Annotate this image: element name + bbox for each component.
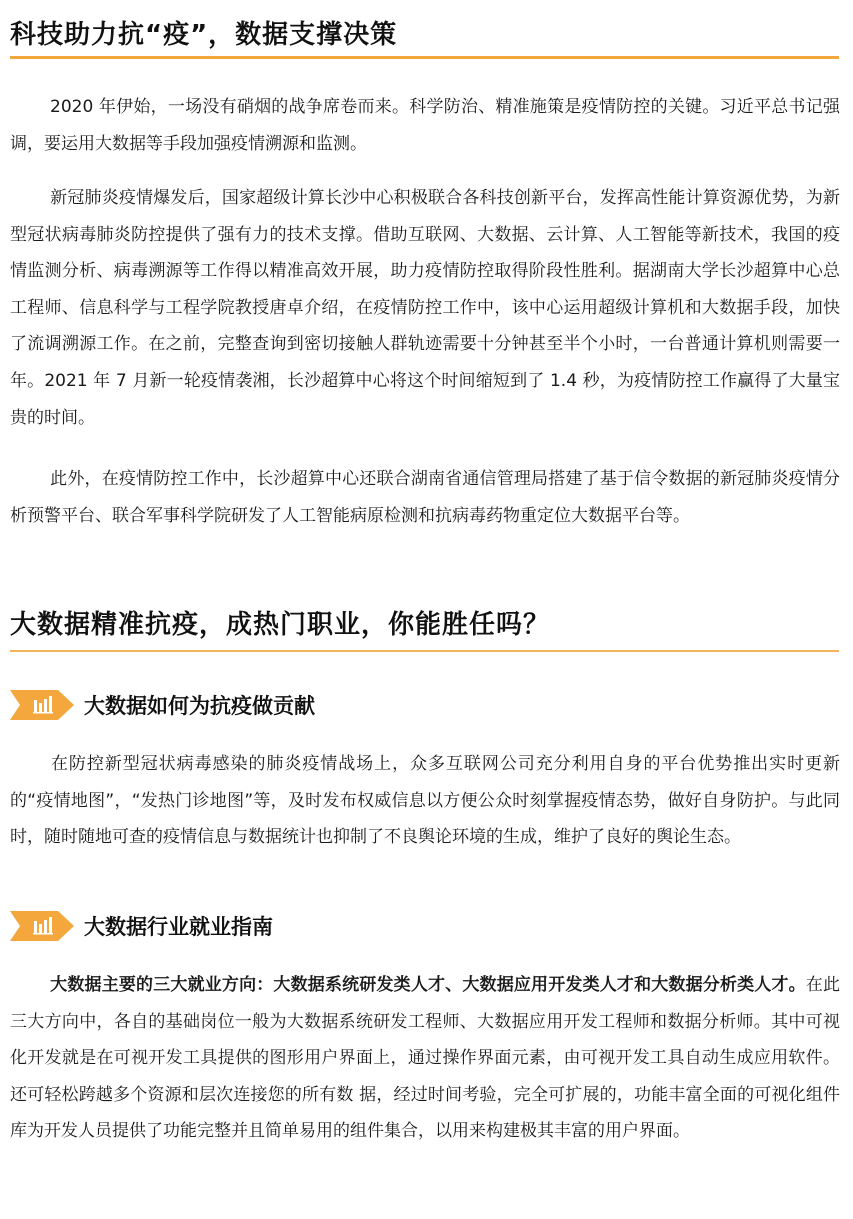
section1-p3-text: 此外，在疫情防控工作中，长沙超算中心还联合湖南省通信管理局搭建了基于信令数据的新冠肺炎疫情分析预警平台、联合军事科学院研发了人工智能病原检测和抗病毒药物重定位大数据平台等。 (10, 469, 840, 526)
subheading-employment (10, 910, 273, 942)
subheading-employment-title: 大数据行业就业指南 (84, 915, 273, 939)
chart-bars-icon (10, 911, 74, 941)
section2-rule (10, 650, 839, 652)
section1-p1-text: 2020 年伊始，一场没有硝烟的战争席卷而来。科学防治、精准施策是疫情防控的关键。习近平总书记强调，要运用大数据等手段加强疫情溯源和监测。 (10, 97, 840, 154)
section1-rule (10, 56, 839, 59)
section2-title: 大数据精准抗疫，成热门职业，你能胜任吗？ (10, 610, 551, 640)
employment-lead-text: 大数据主要的三大就业方向：大数据系统研发类人才、大数据应用开发类人才和大数据分析类人才。 (50, 975, 806, 995)
employment-body-text: 在此三大方向中，各自的基础岗位一般为大数据系统研发工程师、大数据应用开发工程师和数据分析师。其中可视化开发就是在可视开发工具提供的图形用户界面上，通过操作界面元素，由可视开发工具自动生成应用软件。还可轻松跨越多个资源和层次连接您的所有数 据，经过时间考验，完全可扩展的，功能丰富全面的可视化组件库为开发人员提供了功能完整并且简单易用的组件集合，以用来构建极其丰富的用户界面。 (10, 975, 841, 1142)
employment-paragraph (10, 967, 840, 1150)
section1-paragraph-1 (10, 89, 840, 162)
subheading-contribution (10, 689, 315, 721)
section1-paragraph-3 (10, 461, 840, 534)
contribution-text: 在防控新型冠状病毒感染的肺炎疫情战场上，众多互联网公司充分利用自身的平台优势推出实时更新的“疫情地图”，“发热门诊地图”等，及时发布权威信息以方便公众时刻掌握疫情态势，做好自身防护。与此同时，随时随地可查的疫情信息与数据统计也抑制了不良舆论环境的生成，维护了良好的舆论生态。 (10, 754, 840, 848)
chart-bars-icon (10, 690, 74, 720)
contribution-paragraph (10, 746, 840, 856)
subheading-contribution-title: 大数据如何为抗疫做贡献 (84, 694, 315, 718)
section1-paragraph-2 (10, 180, 840, 436)
section1-p2-text: 新冠肺炎疫情爆发后，国家超级计算长沙中心积极联合各科技创新平台，发挥高性能计算资源优势，为新型冠状病毒肺炎防控提供了强有力的技术支撑。借助互联网、大数据、云计算、人工智能等新技术，我国的疫情监测分析、病毒溯源等工作得以精准高效开展，助力疫情防控取得阶段性胜利。据湖南大学长沙超算中心总工程师、信息科学与工程学院教授唐卓介绍，在疫情防控工作中，该中心运用超级计算机和大数据手段，加快了流调溯源工作。在之前，完整查询到密切接触人群轨迹需要十分钟甚至半个小时，一台普通计算机则需要一年。2021 年 7 月新一轮疫情袭湘，长沙超算中心将这个时间缩短到了 1.4 秒，为疫情防控工作赢得了大量宝贵的时间。 (10, 188, 840, 428)
section1-title: 科技助力抗“疫”，数据支撑决策 (10, 20, 398, 50)
